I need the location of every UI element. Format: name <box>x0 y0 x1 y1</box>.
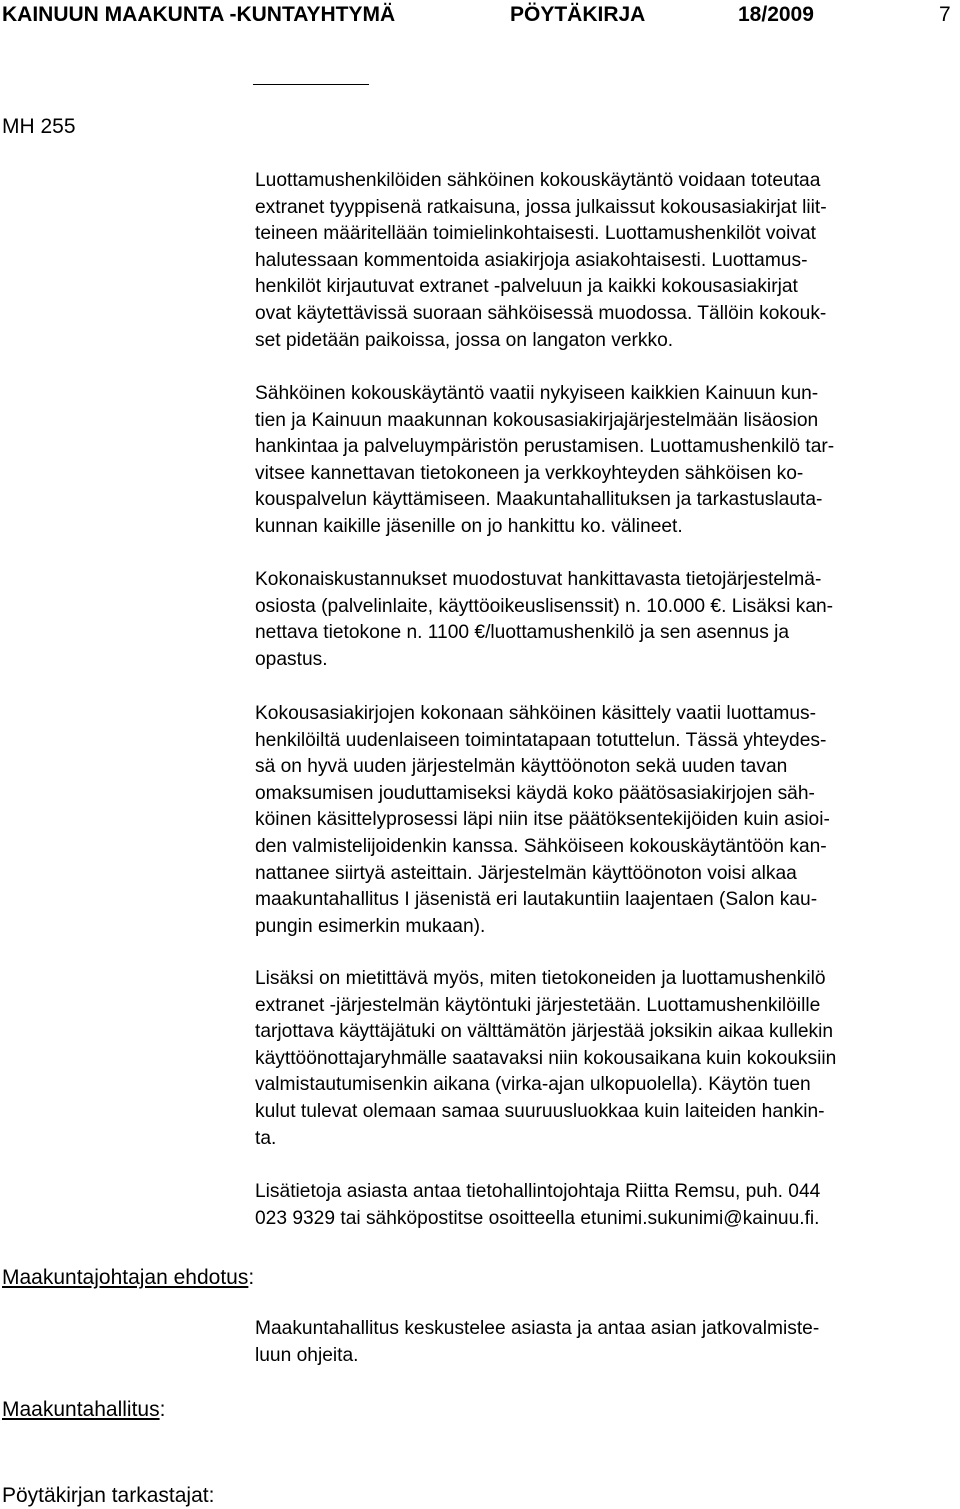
text-line: pungin esimerkin mukaan). <box>255 915 486 937</box>
page-number: 7 <box>939 3 951 26</box>
text-line: nettava tietokone n. 1100 €/luottamushenkilö ja sen asennus ja <box>255 622 790 644</box>
text-line: Kokonaiskustannukset muodostuvat hankittavasta tietojärjestelmä- <box>255 569 822 590</box>
paragraph-5 <box>255 966 957 1152</box>
paragraph-7 <box>255 1316 957 1369</box>
section-id: MH 255 <box>2 115 76 138</box>
text-line: hankintaa ja palveluympäristön perustamisen. Luottamushenkilö tar- <box>255 436 835 458</box>
text-line: Maakuntahallitus keskustelee asiasta ja antaa asian jatkovalmiste- <box>255 1318 820 1339</box>
separator-line <box>253 84 369 85</box>
text-line: sä on hyvä uuden järjestelmän käyttöönoton sekä uuden tavan <box>255 756 788 778</box>
text-line: halutessaan kommentoida asiakirjoja asiakohtaisesti. Luottamus- <box>255 249 808 271</box>
paragraph-6 <box>255 1179 957 1232</box>
text-line: extranet tyyppisenä ratkaisuna, jossa julkaissut kokousasiakirjat liit- <box>255 196 827 218</box>
text-line: maakuntahallitus I jäsenistä eri lautakuntiin laajentaen (Salon kau- <box>255 889 818 911</box>
document-type: PÖYTÄKIRJA <box>510 3 646 26</box>
text-line: käyttöönottajaryhmälle saatavaksi niin kokousaikana kuin kokouksiin <box>255 1047 837 1069</box>
text-line: ta. <box>255 1127 277 1149</box>
paragraph-2 <box>255 381 957 541</box>
proposal-label: Maakuntajohtajan ehdotus: <box>2 1266 255 1289</box>
text-line: omaksumisen jouduttamiseksi käydä koko päätösasiakirjojen säh- <box>255 782 815 804</box>
text-line: Lisäksi on mietittävä myös, miten tietokoneiden ja luottamushenkilö <box>255 968 826 989</box>
text-line: kunnan kaikille jäsenille on jo hankittu ko. välineet. <box>255 515 683 537</box>
inspectors-label-text: Pöytäkirjan tarkastajat <box>2 1484 209 1507</box>
text-line: Sähköinen kokouskäytäntö vaatii nykyiseen kaikkien Kainuun kun- <box>255 383 819 404</box>
text-line: vitsee kannettavan tietokoneen ja verkkoyhteyden sähköisen ko- <box>255 462 804 484</box>
text-line: luun ohjeita. <box>255 1344 359 1366</box>
text-line: kulut tulevat olemaan samaa suuruusluokkaa kuin laiteiden hankin- <box>255 1100 825 1122</box>
text-line: 023 9329 tai sähköpostitse osoitteella etunimi.sukunimi@kainuu.fi. <box>255 1207 820 1229</box>
text-line: den valmistelijoidenkin kanssa. Sähköiseen kokouskäytäntöön kan- <box>255 835 827 857</box>
text-line: henkilöt kirjautuvat extranet -palveluun ja kaikki kokousasiakirjat <box>255 276 798 298</box>
text-line: Lisätietoja asiasta antaa tietohallintojohtaja Riitta Remsu, puh. 044 <box>255 1181 821 1202</box>
text-line: Luottamushenkilöiden sähköinen kokouskäytäntö voidaan toteutaa <box>255 170 821 191</box>
text-line: köinen käsittelyprosessi läpi niin itse päätöksentekijöiden kuin asioi- <box>255 809 830 831</box>
paragraph-4 <box>255 701 957 940</box>
paragraph-1 <box>255 168 957 354</box>
text-line: kouspalvelun käyttämiseen. Maakuntahallituksen ja tarkastuslauta- <box>255 489 823 511</box>
proposal-label-text: Maakuntajohtajan ehdotus <box>2 1266 249 1289</box>
paragraph-3 <box>255 567 957 673</box>
text-line: teineen määritellään toimielinkohtaisesti. Luottamushenkilöt voivat <box>255 223 817 245</box>
board-label: Maakuntahallitus: <box>2 1398 166 1421</box>
text-line: ovat käytettävissä suoraan sähköisessä muodossa. Tällöin kokouk- <box>255 302 827 324</box>
inspectors-label: Pöytäkirjan tarkastajat: <box>2 1484 215 1507</box>
board-label-text: Maakuntahallitus <box>2 1398 160 1421</box>
text-line: nattanee siirtyä asteittain. Järjestelmän käyttöönoton voisi alkaa <box>255 862 797 884</box>
document-number: 18/2009 <box>738 3 814 26</box>
text-line: Kokousasiakirjojen kokonaan sähköinen käsittely vaatii luottamus- <box>255 703 817 724</box>
text-line: set pidetään paikoissa, jossa on langaton verkko. <box>255 329 674 351</box>
text-line: valmistautumisenkin aikana (virka-ajan ulkopuolella). Käytön tuen <box>255 1074 811 1096</box>
text-line: osiosta (palvelinlaite, käyttöoikeuslisenssit) n. 10.000 €. Lisäksi kan- <box>255 595 834 617</box>
text-line: tien ja Kainuun maakunnan kokousasiakirjajärjestelmään lisäosion <box>255 409 819 431</box>
text-line: henkilöiltä uudenlaiseen toimintatapaan totuttelun. Tässä yhteydes- <box>255 729 827 751</box>
text-line: opastus. <box>255 648 328 670</box>
text-line: extranet -järjestelmän käytöntuki järjestetään. Luottamushenkilöille <box>255 994 821 1016</box>
organization-name: KAINUUN MAAKUNTA -KUNTAYHTYMÄ <box>2 3 396 26</box>
text-line: tarjottava käyttäjätuki on välttämätön järjestää joksikin aikaa kullekin <box>255 1021 834 1043</box>
page-header <box>0 0 960 30</box>
